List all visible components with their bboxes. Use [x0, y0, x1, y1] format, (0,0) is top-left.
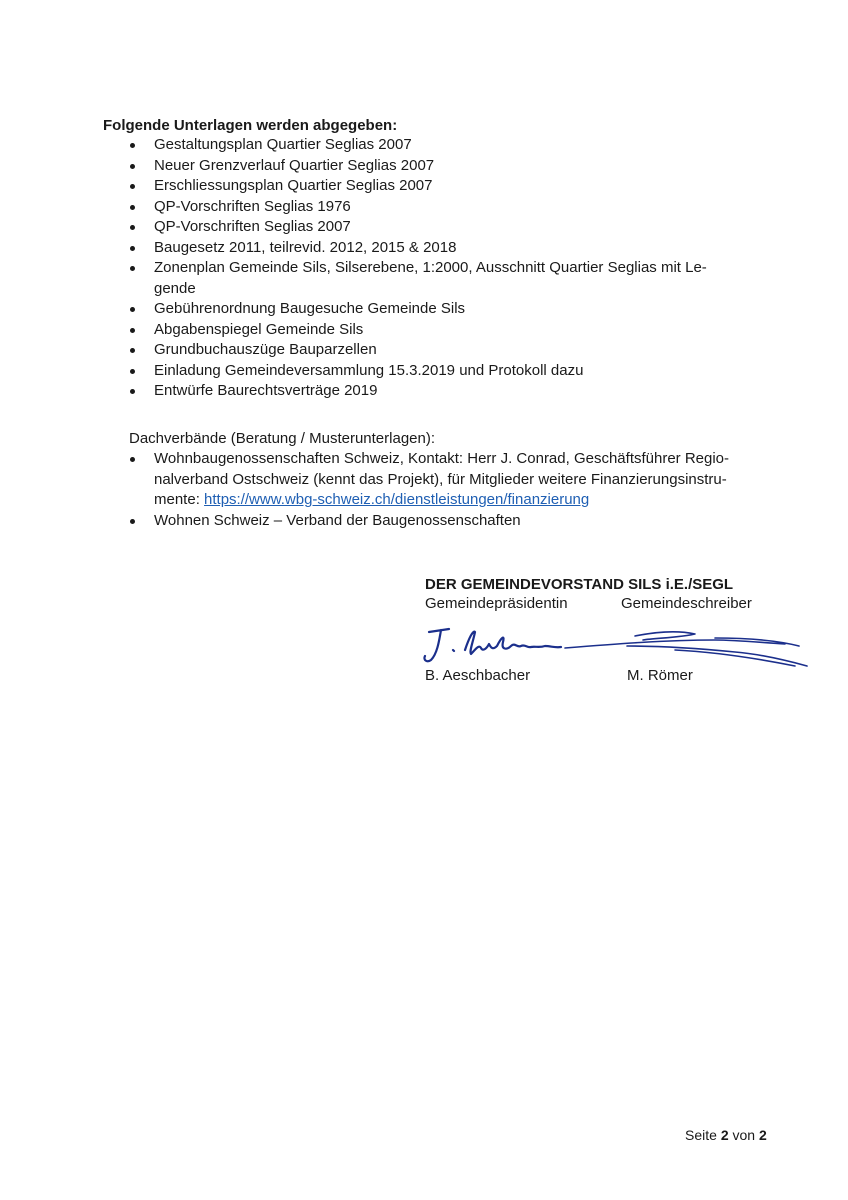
wohnen-schweiz-text: Wohnen Schweiz – Verband der Baugenossenschaften	[154, 511, 521, 529]
footer-prefix: Seite	[685, 1127, 721, 1143]
list-item: QP-Vorschriften Seglias 1976	[129, 197, 749, 218]
council-title: DER GEMEINDEVORSTAND SILS i.E./SEGL	[425, 576, 734, 593]
documents-list	[129, 135, 749, 402]
list-item: Entwürfe Baurechtsverträge 2019	[129, 381, 749, 402]
list-item: QP-Vorschriften Seglias 2007	[129, 217, 749, 238]
signature-aeschbacher	[424, 629, 561, 661]
list-item-wbg	[129, 449, 759, 511]
signature-roemer	[565, 632, 807, 666]
list-item: Abgabenspiegel Gemeinde Sils	[129, 320, 749, 341]
list-item: Gebührenordnung Baugesuche Gemeinde Sils	[129, 299, 749, 320]
wbg-text-line1: Wohnbaugenossenschaften Schweiz, Kontakt: Herr J. Conrad, Geschäftsführer Regio-	[154, 450, 730, 467]
wbg-text-line2: nalverband Ostschweiz (kennt das Projekt), für Mitglieder weitere Finanzierungsinstru-	[154, 470, 727, 488]
name-president: B. Aeschbacher	[425, 667, 531, 684]
documents-heading: Folgende Unterlagen werden abgegeben:	[103, 117, 398, 134]
associations-list	[129, 449, 759, 531]
list-item: Grundbuchauszüge Bauparzellen	[129, 340, 749, 361]
footer-page-total: 2	[758, 1127, 767, 1143]
list-item: Neuer Grenzverlauf Quartier Seglias 2007	[129, 156, 749, 177]
footer-middle: von	[728, 1127, 759, 1143]
wbg-financing-link[interactable]: https://www.wbg-schweiz.ch/dienstleistungen/finanzierung	[204, 491, 590, 508]
list-item: Erschliessungsplan Quartier Seglias 2007	[129, 176, 749, 197]
list-item-wohnen-schweiz	[129, 511, 759, 532]
role-secretary: Gemeindeschreiber	[621, 595, 752, 612]
footer-page-number: 2	[720, 1127, 729, 1143]
page-footer	[685, 1126, 767, 1144]
name-secretary: M. Römer	[627, 667, 693, 684]
wbg-text-line3: mente:	[154, 491, 205, 508]
associations-title: Dachverbände (Beratung / Musterunterlagen):	[129, 430, 436, 447]
list-item: Zonenplan Gemeinde Sils, Silserebene, 1:2000, Ausschnitt Quartier Seglias mit Le- gende	[129, 258, 749, 299]
role-president: Gemeindepräsidentin	[425, 595, 568, 612]
list-item: Einladung Gemeindeversammlung 15.3.2019 und Protokoll dazu	[129, 361, 749, 382]
list-item: Baugesetz 2011, teilrevid. 2012, 2015 & 2018	[129, 238, 749, 259]
list-item: Gestaltungsplan Quartier Seglias 2007	[129, 135, 749, 156]
